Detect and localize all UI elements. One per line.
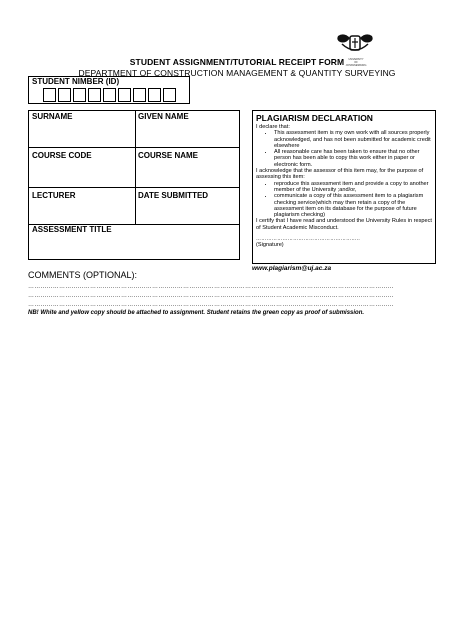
comments-line[interactable]: …………………………………………………………………………………………………………………………………………………………… (28, 293, 394, 299)
course-name-label: COURSE NAME (138, 151, 199, 160)
comments-line[interactable]: …………………………………………………………………………………………………………………………………………………………… (28, 302, 394, 308)
department-name: DEPARTMENT OF CONSTRUCTION MANAGEMENT & QUANTITY SURVEYING (78, 68, 396, 78)
date-submitted-label: DATE SUBMITTED (138, 191, 209, 200)
student-id-digit-field[interactable] (163, 88, 176, 102)
student-id-label: STUDENT NIMBER (ID) (32, 77, 120, 86)
student-id-box (28, 76, 190, 104)
comments-line[interactable]: …………………………………………………………………………………………………………………………………………………………… (28, 284, 394, 290)
assessment-title-field[interactable] (29, 224, 239, 259)
acknowledgement-item: • communicate a copy of this assessment item to a plagiarism checking service(which may then retain a copy of the assessment item on its database for the purpose of future plagiarism checking) (274, 193, 432, 218)
given-name-label: GIVEN NAME (138, 112, 189, 121)
student-id-digit-field[interactable] (103, 88, 116, 102)
student-id-cells (43, 88, 178, 102)
student-id-digit-field[interactable] (73, 88, 86, 102)
surname-label: SURNAME (32, 112, 73, 121)
plagiarism-email: www.plagiarism@uj.ac.za (252, 265, 332, 272)
student-id-digit-field[interactable] (118, 88, 131, 102)
student-details-grid (28, 110, 240, 260)
course-code-field[interactable] (29, 147, 135, 187)
plagiarism-heading: PLAGIARISM DECLARATION (256, 113, 373, 123)
student-id-digit-field[interactable] (43, 88, 56, 102)
acknowledge-text: I acknowledge that the assessor of this item may, for the purpose of assessing this item: (256, 168, 424, 181)
declaration-item: • All reasonable care has been taken to ensure that no other person has been able to copy this work either in paper or electronic form. (274, 149, 432, 168)
logo-text: UNIVERSITY OF JOHANNESBURG (345, 58, 367, 67)
signature-label: (Signature) (256, 242, 284, 249)
plagiarism-declaration-box (252, 110, 436, 264)
declaration-list (256, 130, 432, 168)
acknowledgement-item: • reproduce this assessment item and provide a copy to another member of the University ;and/or, (274, 181, 432, 194)
lecturer-label: LECTURER (32, 191, 76, 200)
student-id-digit-field[interactable] (88, 88, 101, 102)
certify-text: I certify that I have read and understood the University Rules in respect of Student Academic Misconduct. (256, 218, 432, 231)
lecturer-field[interactable] (29, 187, 135, 224)
surname-field[interactable] (29, 111, 135, 147)
comments-label: COMMENTS (OPTIONAL): (28, 270, 138, 280)
form-title: STUDENT ASSIGNMENT/TUTORIAL RECEIPT FORM (129, 57, 345, 67)
acknowledgement-list (256, 181, 432, 219)
student-id-digit-field[interactable] (133, 88, 146, 102)
declare-text: I declare that: (256, 124, 290, 130)
assessment-title-label: ASSESSMENT TITLE (32, 225, 112, 234)
student-id-digit-field[interactable] (58, 88, 71, 102)
date-submitted-field[interactable] (135, 187, 239, 224)
declaration-item: • This assessment item is my own work with all sources properly acknowledged, and has not been submitted for academic credit elsewhere (274, 130, 432, 149)
signature-field[interactable]: ………………………………………………….. (256, 236, 361, 243)
student-id-digit-field[interactable] (148, 88, 161, 102)
course-name-field[interactable] (135, 147, 239, 187)
submission-note: NB! White and yellow copy should be attached to assignment. Student retains the green copy as proof of submission. (28, 310, 365, 316)
given-name-field[interactable] (135, 111, 239, 147)
course-code-label: COURSE CODE (32, 151, 92, 160)
